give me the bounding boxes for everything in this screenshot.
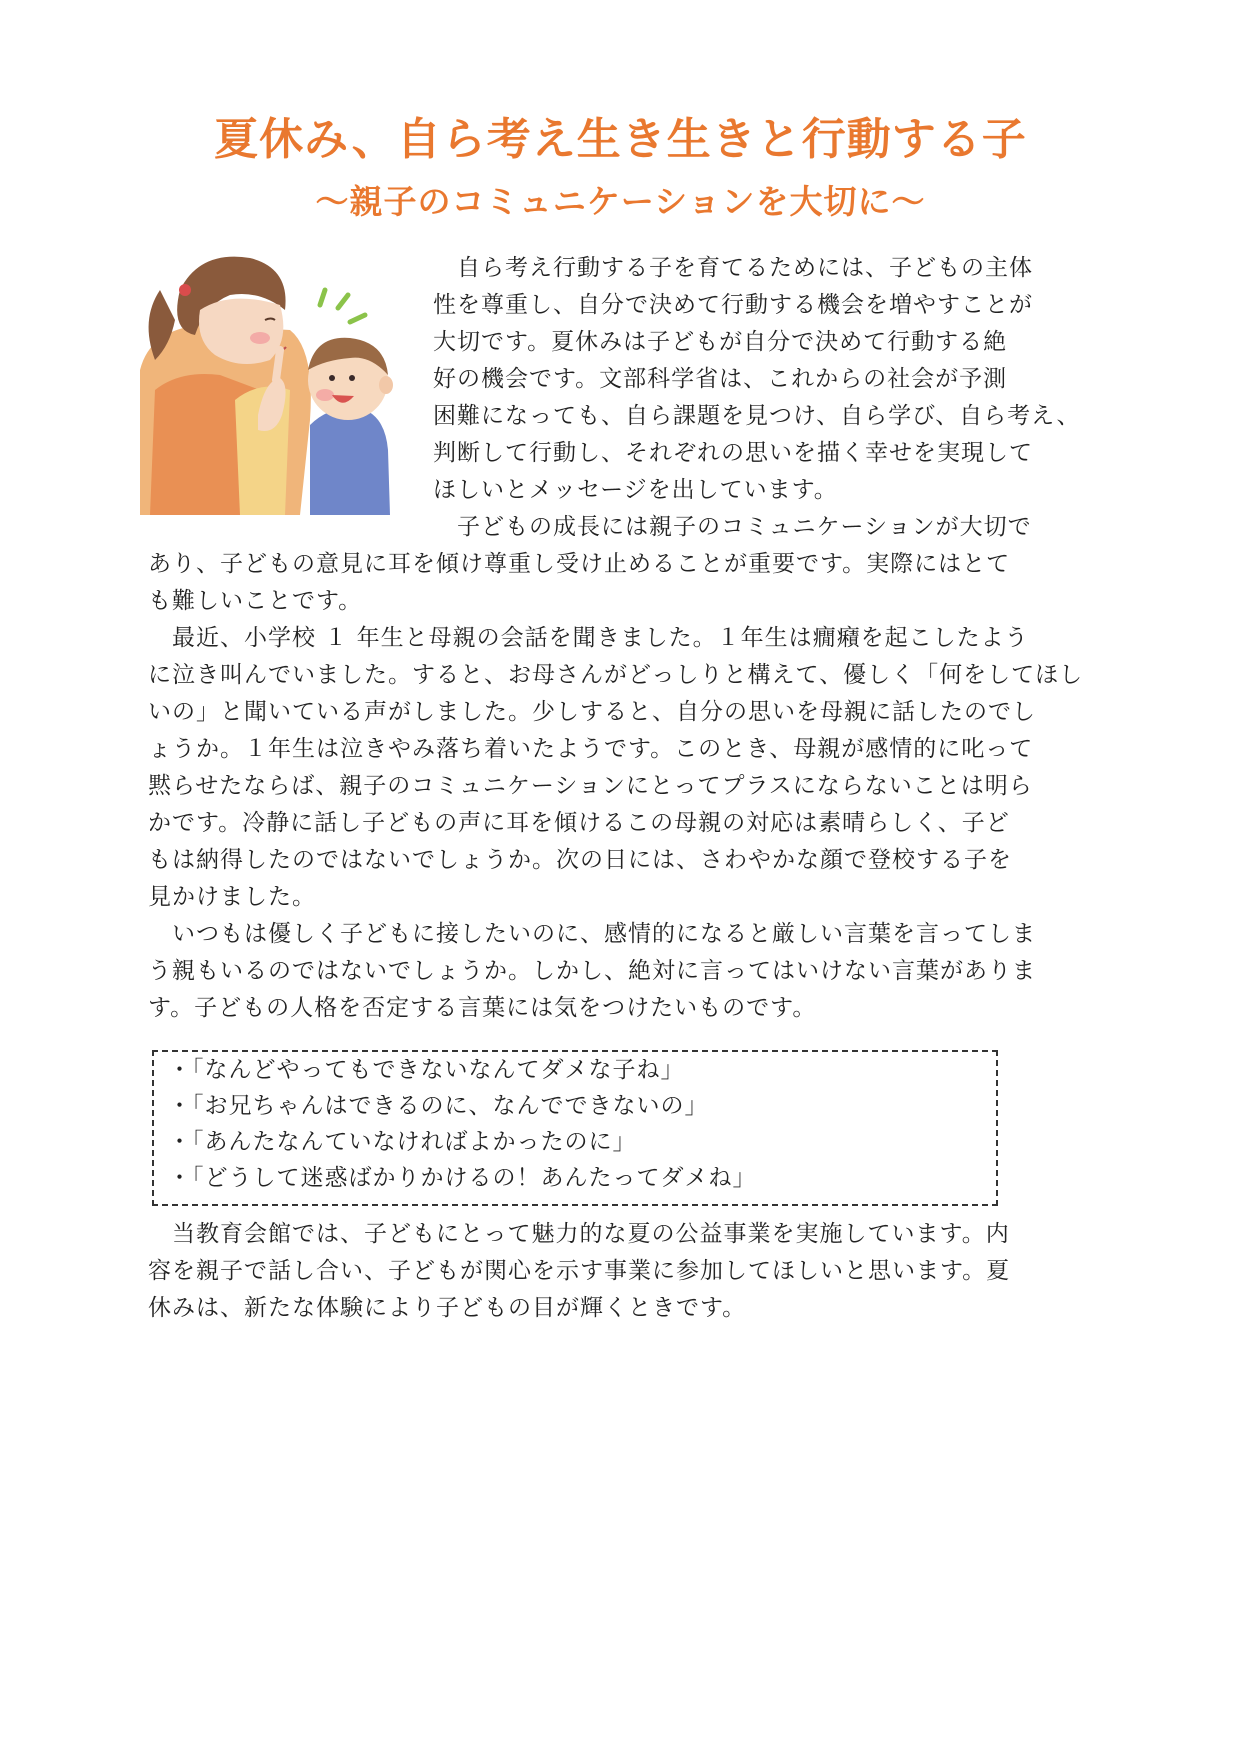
paragraph-1-line-1: 自ら考え行動する子を育てるためには、子どもの主体	[433, 255, 1033, 281]
paragraph-1-line-7: ほしいとメッセージを出しています。	[433, 477, 838, 503]
paragraph-2-line-3: も難しいことです。	[148, 588, 363, 614]
paragraph-5-line-1: 当教育会館では、子どもにとって魅力的な夏の公益事業を実施しています。内	[148, 1221, 1010, 1247]
mother-and-child-illustration	[140, 250, 410, 515]
paragraph-1-line-2: 性を尊重し、自分で決めて行動する機会を増やすことが	[433, 292, 1033, 318]
forbidden-word-2: ・「お兄ちゃんはできるのに、なんでできないの」	[168, 1093, 709, 1119]
paragraph-1-line-6: 判断して行動し、それぞれの思いを描く幸せを実現して	[433, 440, 1033, 466]
paragraph-4-line-3: す。子どもの人格を否定する言葉には気をつけたいものです。	[148, 995, 817, 1021]
page-title: 夏休み、自ら考え生き生きと行動する子	[214, 114, 1027, 165]
paragraph-1-line-5: 困難になっても、自ら課題を見つけ、自ら学び、自ら考え、	[433, 403, 1081, 429]
forbidden-word-1: ・「なんどやってもできないなんてダメな子ね」	[168, 1057, 685, 1083]
paragraph-5-line-2: 容を親子で話し合い、子どもが関心を示す事業に参加してほしいと思います。夏	[148, 1258, 1011, 1284]
paragraph-3-line-5: 黙らせたならば、親子のコミュニケーションにとってプラスにならないことは明ら	[148, 773, 1033, 799]
paragraph-3-line-8: 見かけました。	[148, 884, 316, 910]
paragraph-3-line-7: もは納得したのではないでしょうか。次の日には、さわやかな顔で登校する子を	[148, 847, 1012, 873]
paragraph-4-line-1: いつもは優しく子どもに接したいのに、感情的になると厳しい言葉を言ってしま	[148, 921, 1036, 947]
paragraph-2-line-2: あり、子どもの意見に耳を傾け尊重し受け止めることが重要です。実際にはとて	[148, 551, 1011, 577]
paragraph-1-line-3: 大切です。夏休みは子どもが自分で決めて行動する絶	[433, 329, 1008, 355]
paragraph-3-line-3: いの」と聞いている声がしました。少しすると、自分の思いを母親に話したのでし	[148, 699, 1036, 725]
paragraph-2-line-1: 子どもの成長には親子のコミュニケーションが大切で	[433, 514, 1032, 540]
paragraph-5-line-3: 休みは、新たな体験により子どもの目が輝くときです。	[148, 1295, 747, 1321]
forbidden-word-3: ・「あんたなんていなければよかったのに」	[168, 1129, 637, 1155]
paragraph-3-line-6: かです。冷静に話し子どもの声に耳を傾けるこの母親の対応は素晴らしく、子ど	[148, 810, 1010, 836]
paragraph-3-line-2: に泣き叫んでいました。すると、お母さんがどっしりと構えて、優しく「何をしてほし	[148, 662, 1084, 688]
forbidden-word-4: ・「どうして迷惑ばかりかけるの！あんたってダメね」	[168, 1165, 757, 1191]
paragraph-4-line-2: う親もいるのではないでしょうか。しかし、絶対に言ってはいけない言葉がありま	[148, 958, 1036, 984]
paragraph-1-line-4: 好の機会です。文部科学省は、これからの社会が予測	[433, 366, 1008, 392]
page-subtitle: ～親子のコミュニケーションを大切に～	[315, 182, 926, 221]
paragraph-3-line-1: 最近、小学校 １ 年生と母親の会話を聞きました。１年生は癇癪を起こしたよう	[148, 625, 1029, 651]
paragraph-3-line-4: ょうか。１年生は泣きやみ落ち着いたようです。このとき、母親が感情的に叱って	[148, 736, 1034, 762]
